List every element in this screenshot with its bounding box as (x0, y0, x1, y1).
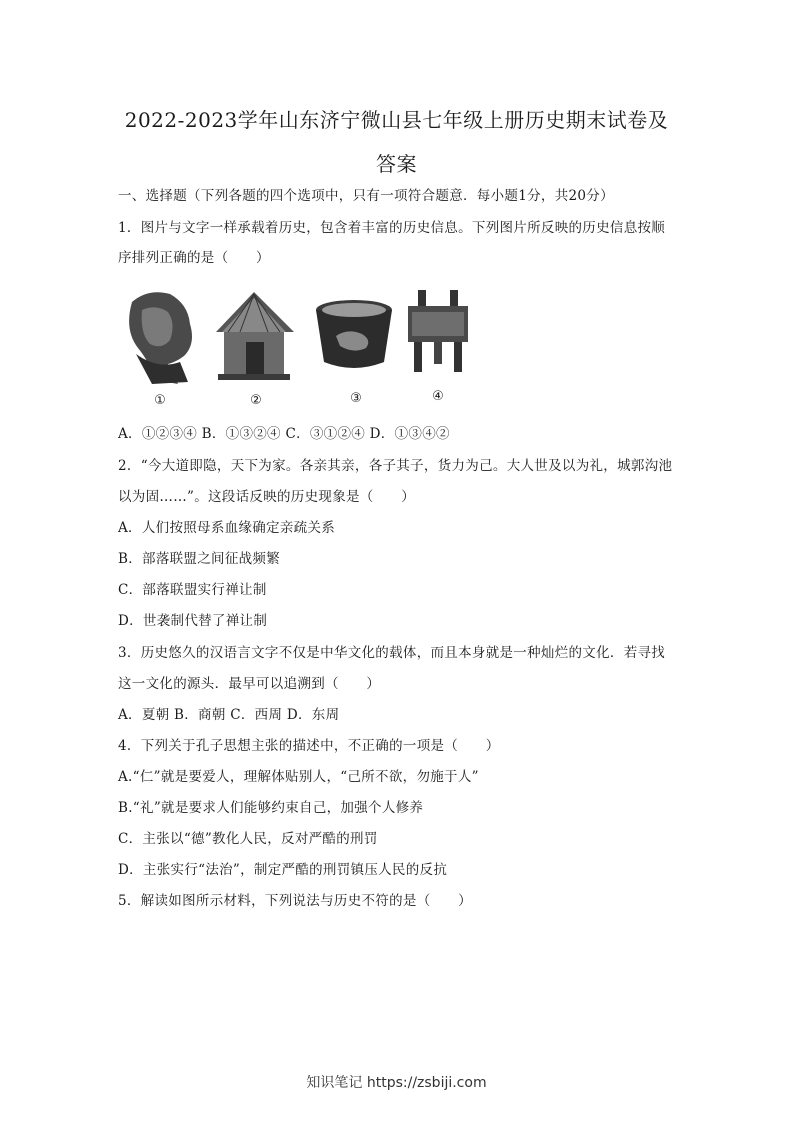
q1-stem-line-2: 序排列正确的是（ ） (118, 250, 270, 266)
artifact-1-image (129, 292, 192, 384)
artifact-4-image (408, 290, 468, 372)
q4-option-c: C．主张以“德”教化人民，反对严酷的刑罚 (118, 831, 378, 847)
figure-label-3: ③ (350, 391, 362, 406)
q2-stem-line-2: 以为固……”。这段话反映的历史现象是（ ） (118, 489, 416, 505)
q4-option-a: A.“仁”就是要爱人，理解体贴别人，“己所不欲，勿施于人” (118, 769, 479, 785)
footer-watermark: 知识笔记 https://zsbiji.com (306, 1075, 487, 1091)
figure-label-2: ② (250, 393, 262, 408)
q2-stem-line-1: 2．“今大道即隐，天下为家。各亲其亲，各子其子，货力为己。大人世及以为礼，城郭沟池 (118, 458, 673, 474)
q3-stem-line-2: 这一文化的源头．最早可以追溯到（ ） (118, 676, 381, 692)
q4-option-d: D．主张实行“法治”，制定严酷的刑罚镇压人民的反抗 (118, 862, 448, 878)
artifact-3-image (316, 300, 392, 368)
q4-option-b: B.“礼”就是要求人们能够约束自己，加强个人修养 (118, 800, 424, 816)
section-heading: 一、选择题（下列各题的四个选项中，只有一项符合题意．每小题1分，共20分） (118, 188, 614, 204)
q4-stem: 4．下列关于孔子思想主张的描述中，不正确的一项是（ ） (118, 738, 500, 754)
q3-stem-line-1: 3．历史悠久的汉语言文字不仅是中华文化的载体，而且本身就是一种灿烂的文化．若寻找 (118, 645, 666, 661)
q1-figure-images (118, 284, 498, 412)
q1-figure (118, 284, 498, 412)
title-line-1: 2022-2023学年山东济宁微山县七年级上册历史期末试卷及 (124, 108, 669, 132)
q1-stem-line-1: 1．图片与文字一样承载着历史，包含着丰富的历史信息。下列图片所反映的历史信息按顺 (118, 220, 666, 236)
q1-options: A．①②③④ B．①③②④ C．③①②④ D．①③④② (118, 426, 450, 442)
q2-option-c: C．部落联盟实行禅让制 (118, 582, 267, 598)
q3-options: A．夏朝 B．商朝 C．西周 D．东周 (118, 707, 340, 723)
q5-stem: 5．解读如图所示材料，下列说法与历史不符的是（ ） (118, 893, 472, 909)
artifact-2-image (216, 292, 294, 380)
figure-label-1: ① (154, 393, 166, 408)
figure-label-4: ④ (432, 389, 444, 404)
q2-option-d: D．世袭制代替了禅让制 (118, 613, 268, 629)
q2-option-b: B．部落联盟之间征战频繁 (118, 551, 281, 567)
document-title (100, 98, 693, 186)
title-line-2: 答案 (376, 152, 417, 176)
q2-option-a: A．人们按照母系血缘确定亲疏关系 (118, 520, 336, 536)
